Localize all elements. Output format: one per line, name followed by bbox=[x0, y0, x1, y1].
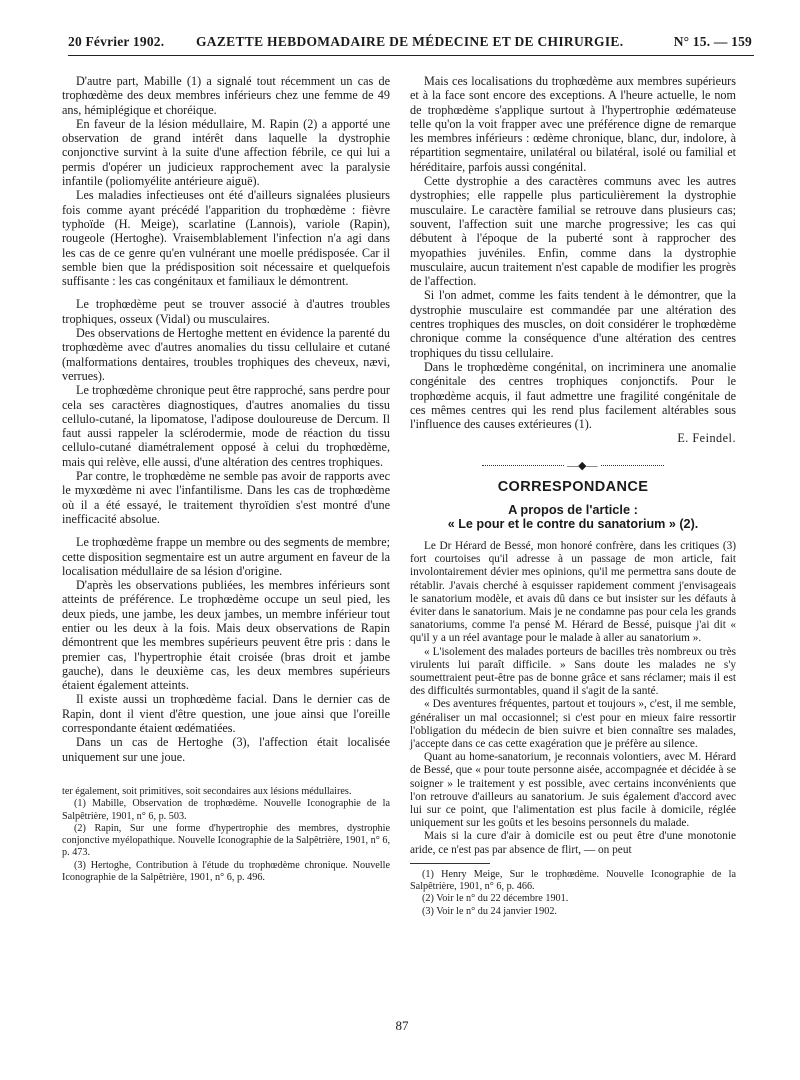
header-issue-page: N° 15. — 159 bbox=[673, 34, 752, 49]
article-author: E. Feindel. bbox=[677, 431, 736, 446]
running-header bbox=[68, 34, 752, 56]
paragraph: Des observations de Hertoghe mettent en évidence la parenté du trophœdème avec d'autres anomalies du tissu cellulaire et cutané (malformations dentaires, troubles trophiques des cheveux, nævi, verrues). bbox=[62, 326, 390, 383]
paragraph: En faveur de la lésion médullaire, M. Rapin (2) a apporté une observation de grand intérêt dans laquelle la dystrophie conjonctive survint à la suite d'une affection fébrile, ce qui lui a permis d'opérer un judicieux rapprochement avec la paralysie infantile (poliomyélite antérieure aiguë). bbox=[62, 116, 390, 189]
paragraph: Le trophœdème chronique peut être rapproché, sans perdre pour cela ses caractères diagnostiques, d'autres anomalies du tissu cellulo-cutané, la lipomatose, l'adipose douloureuse de Dercum. Il faut aussi rappeler la sclérodermie, mode de réaction du tissu cellulo-cutané diamétralement opposé à celui du trophœdème, mais qui relève, elle aussi, d'une altération des centres trophiques. bbox=[62, 383, 390, 469]
section-divider bbox=[410, 456, 736, 474]
article-subheading: « Le pour et le contre du sanatorium » (2). bbox=[447, 517, 699, 532]
footnote: (3) Voir le n° du 24 janvier 1902. bbox=[422, 905, 557, 917]
right-column bbox=[410, 74, 736, 918]
paragraph: Cette dystrophie a des caractères communs avec les autres dystrophies; elle rappelle plus particulièrement la dystrophie musculaire. Le caractère familial se retrouve dans plusieurs cas; souvent, l'affection suit une marche progressive; les cas qui débutent à l'époque de la puberté sont à rapprocher des myopathies juvéniles. Enfin, comme dans la dystrophie musculaire, aucun traitement n'est capable de modifier les progrès de l'affection. bbox=[410, 174, 736, 289]
letter-body bbox=[410, 540, 736, 857]
paragraph: Dans un cas de Hertoghe (3), l'affection était localisée uniquement sur une joue. bbox=[62, 735, 390, 764]
footnote: (1) Mabille, Observation de trophœdème. Nouvelle Iconographie de la Salpêtrière, 1901, n° 6, p. 503. bbox=[62, 798, 390, 822]
paragraph: Il existe aussi un trophœdème facial. Dans le dernier cas de Rapin, dont il vient d'être question, une joue ainsi que l'oreille correspondante étaient œdématiées. bbox=[62, 692, 390, 736]
footnote-continuation: ter également, soit primitives, soit secondaires aux lésions médullaires. bbox=[62, 785, 352, 797]
paragraph: Si l'on admet, comme les faits tendent à le démontrer, que la dystrophie musculaire est commandée par une altération des centres trophiques des muscles, on doit considérer le trophœdème chronique comme la conséquence d'une altération des centres trophiques du tissu cellulaire. bbox=[410, 288, 736, 360]
paragraph: Le trophœdème peut se trouver associé à d'autres troubles trophiques, osseux (Vidal) ou musculaires. bbox=[62, 297, 390, 326]
paragraph: Le Dr Hérard de Bessé, mon honoré confrère, dans les critiques (3) fort courtoises qu'il adresse à un passage de mon article, fait involontairement dévier mes opinions, qu'il me permettra sans doute de rétablir. J'avais cherché à esquisser rapidement comment j'envisageais le sanatorium modèle, et avais dû dans ce but insister sur les défauts à éviter dans le sanatorium. Mais je ne condamne pas pour cela les grands sanatoriums, comme l'a pensé M. Hérard de Bessé, puisque j'ai dit « qu'il y a un réel avantage pour le malade à aller au sanatorium ». bbox=[410, 540, 736, 645]
left-column bbox=[62, 74, 390, 884]
paragraph: Les maladies infectieuses ont été d'ailleurs signalées plusieurs fois comme ayant précédé l'apparition du trophœdème : fièvre typhoïde (H. Meige), scarlatine (Lannois), variole (Rapin), rougeole (Hertoghe). Vraisemblablement l'infection n'a agi dans les cas de ce genre qu'en vulnérant une moelle prédisposée. Car il semble bien que la prédisposition soit nécessaire et quelquefois suffisante : les cas congénitaux et familiaux le démontrent. bbox=[62, 188, 390, 289]
header-rule bbox=[68, 55, 754, 56]
signature-line bbox=[410, 431, 736, 445]
header-date: 20 Février 1902. bbox=[68, 34, 165, 49]
divider-ornament-icon: —◆— bbox=[564, 459, 600, 473]
footnote: (2) Rapin, Sur une forme d'hypertrophie des membres, dystrophie conjonctive myélopathique. Nouvelle Iconographie de la Salpêtrière, 1901, n° 6, p. 473. bbox=[62, 822, 390, 859]
paragraph: Mais ces localisations du trophœdème aux membres supérieurs et à la face sont encore des exceptions. A l'heure actuelle, le nom de trophœdème s'applique surtout à l'hypertrophie œdémateuse telle qu'on la voit frapper avec une préférence digne de remarque les membres inférieurs : œdème chronique, blanc, dur, indolore, à répartition segmentaire, unilatéral ou bilatéral, isolé ou familial et héréditaire, parfois aussi congénital. bbox=[410, 74, 736, 174]
header-journal-title: GAZETTE HEBDOMADAIRE DE MÉDECINE ET DE CHIRURGIE. bbox=[196, 34, 624, 49]
right-footnotes bbox=[410, 869, 736, 918]
paragraph: « Des aventures fréquentes, partout et toujours », c'est, il me semble, généraliser un mal occasionnel; si c'est pour en mieux faire ressortir l'obligation du médecin de bien suivre et bien connaître ses malades, j'accepte dans ce cas cette exagération que je préfère au silence. bbox=[410, 698, 736, 751]
footnote: (3) Hertoghe, Contribution à l'étude du trophœdème chronique. Nouvelle Iconographie de la Salpêtrière, 1901, n° 6, p. 496. bbox=[62, 859, 390, 884]
left-footnotes bbox=[62, 786, 390, 884]
footnote: (1) Henry Meige, Sur le trophœdème. Nouvelle Iconographie de la Salpêtrière, 1901, n° 6, p. 466. bbox=[410, 868, 736, 893]
paragraph: D'après les observations publiées, les membres inférieurs sont atteints de préférence. Le trophœdème occupe un seul pied, les deux pieds, une jambe, les deux jambes, un membre inférieur tout entier ou les deux à la fois. Mais deux observations de Rapin démontrent que les membres supérieurs peuvent être pris : dans le premier cas, l'hypertrophie était croisée (bras droit et jambe gauche), dans le deuxième cas, les deux membres supérieurs étaient également atteints. bbox=[62, 578, 390, 693]
paragraph: Dans le trophœdème congénital, on incriminera une anomalie congénitale des centres trophiques conjonctifs. Pour le trophœdème acquis, il faut admettre une fragilité congénitale de ces mêmes centres qui les rend plus facilement altérables sous l'influence des causes extérieures (1). bbox=[410, 359, 736, 432]
section-title: CORRESPONDANCE bbox=[497, 478, 649, 495]
paragraph: Le trophœdème frappe un membre ou des segments de membre; cette disposition segmentaire est un autre argument en faveur de la localisation médullaire de sa lésion d'origine. bbox=[62, 535, 390, 578]
paragraph: Par contre, le trophœdème ne semble pas avoir de rapports avec le myxœdème ni avec l'infantilisme. Dans les cas de trophœdème où il a été essayé, le traitement thyroïdien s'est montré d'une inefficacité absolue. bbox=[62, 469, 390, 526]
paragraph: D'autre part, Mabille (1) a signalé tout récemment un cas de trophœdème des deux membres inférieurs chez une femme de 49 ans, hémiplégique et choréique. bbox=[62, 74, 390, 117]
article-heading: A propos de l'article : bbox=[508, 502, 638, 518]
footnote-rule bbox=[410, 863, 490, 864]
paragraph: « L'isolement des malades porteurs de bacilles très nombreux ou très virulents lui paraît difficile. » Sans doute les malades ne s'y soumettraient peut-être pas de bonne grâce et sans réclamer; mais il est des difficultés surmontables, quand il s'agit de la santé. bbox=[410, 645, 736, 698]
paragraph: Mais si la cure d'air à domicile est ou peut être d'une monotonie aride, ce n'est pas par absence de flirt, — on peut bbox=[410, 830, 736, 856]
folio-number: 87 bbox=[395, 1018, 409, 1033]
paragraph: Quant au home-sanatorium, je reconnais volontiers, avec M. Hérard de Bessé, que « pour toute personne aisée, accompagnée et décidée à se soigner » le traitement y est possible, avec certains inconvénients que l'on retrouve d'ailleurs au sanatorium. Je suis également d'accord avec lui sur ce point, que l'alimentation est plus facile à domicile, réglée uniquement sur les goûts et les besoins personnels du malade. bbox=[410, 751, 736, 830]
footnote: (2) Voir le n° du 22 décembre 1901. bbox=[422, 893, 569, 905]
